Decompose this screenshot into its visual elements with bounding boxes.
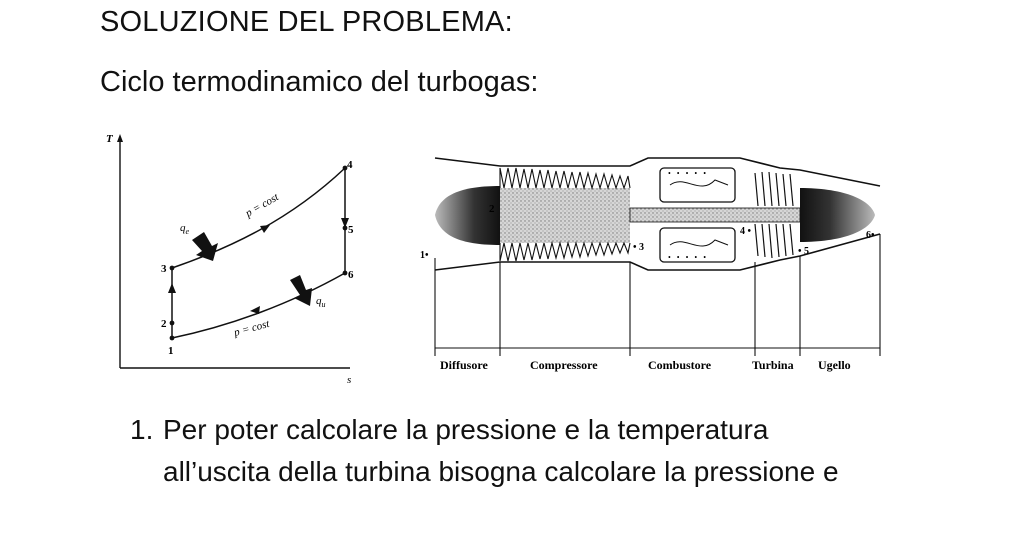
station-1: 1• — [420, 250, 429, 261]
ts-point-6 — [343, 271, 348, 276]
engine-casing-top — [435, 158, 880, 186]
compressor-body — [500, 188, 630, 243]
station-3: • 3 — [633, 242, 645, 253]
station-6: 6• — [866, 230, 875, 241]
section-turbina: Turbina — [752, 358, 794, 372]
station-4: 4 • — [740, 226, 752, 237]
section-ugello: Ugello — [818, 358, 851, 372]
heat-in-arrow-icon — [192, 232, 218, 261]
station-5: • 5 — [798, 246, 810, 257]
section-compressore: Compressore — [530, 358, 598, 372]
compressor-blades-bottom — [500, 243, 630, 261]
inlet-cone — [435, 186, 500, 245]
ts-y-arrow-icon — [117, 134, 123, 142]
ts-upper-isobar-label: p = cost — [243, 191, 281, 220]
document-subtitle: Ciclo termodinamico del turbogas: — [100, 66, 539, 98]
section-diffusore: Diffusore — [440, 358, 488, 372]
engine-diagram — [420, 158, 880, 372]
combustor-top-dots: • • • • • — [668, 169, 709, 178]
exhaust-cone — [800, 188, 875, 242]
turbine-blades-top — [755, 172, 793, 206]
ts-arrow-left-icon — [250, 306, 260, 314]
list-item-line-2: all’uscita della turbina bisogna calcolare la pressione e — [163, 456, 839, 487]
section-combustore: Combustore — [648, 358, 712, 372]
ts-upper-isobar — [172, 168, 345, 268]
ts-label-5: 5 — [348, 224, 354, 236]
ts-lower-isobar-label: p = cost — [232, 317, 271, 339]
heat-out-label: $q_u$ — [316, 295, 326, 309]
ts-diagram — [106, 133, 354, 386]
document-title: SOLUZIONE DEL PROBLEMA: — [100, 6, 513, 38]
ts-point-1 — [170, 336, 175, 341]
ts-label-3: 3 — [161, 263, 167, 275]
list-item-number: 1. — [130, 414, 154, 445]
turbine-blades-bottom — [755, 224, 793, 258]
ts-label-6: 6 — [348, 269, 354, 281]
list-item-line-1: Per poter calcolare la pressione e la temperatura — [163, 414, 769, 445]
combustor-bottom-dots: • • • • • — [668, 253, 709, 262]
station-2: 2 — [489, 203, 495, 215]
ts-point-2 — [170, 321, 175, 326]
compressor-blades-top — [500, 168, 630, 188]
ts-arrow-up-icon — [168, 283, 176, 293]
engine-shaft — [630, 208, 800, 222]
ts-y-label: T — [106, 133, 113, 145]
ts-x-label: s — [347, 374, 352, 386]
ts-label-2: 2 — [161, 318, 167, 330]
heat-out-arrow-icon — [290, 275, 312, 306]
ts-point-5 — [343, 226, 348, 231]
ts-point-3 — [170, 266, 175, 271]
turbogas-figure — [100, 128, 920, 388]
heat-in-label: $q_e$ — [180, 222, 190, 236]
ts-label-4: 4 — [347, 159, 353, 171]
ts-label-1: 1 — [168, 345, 174, 357]
